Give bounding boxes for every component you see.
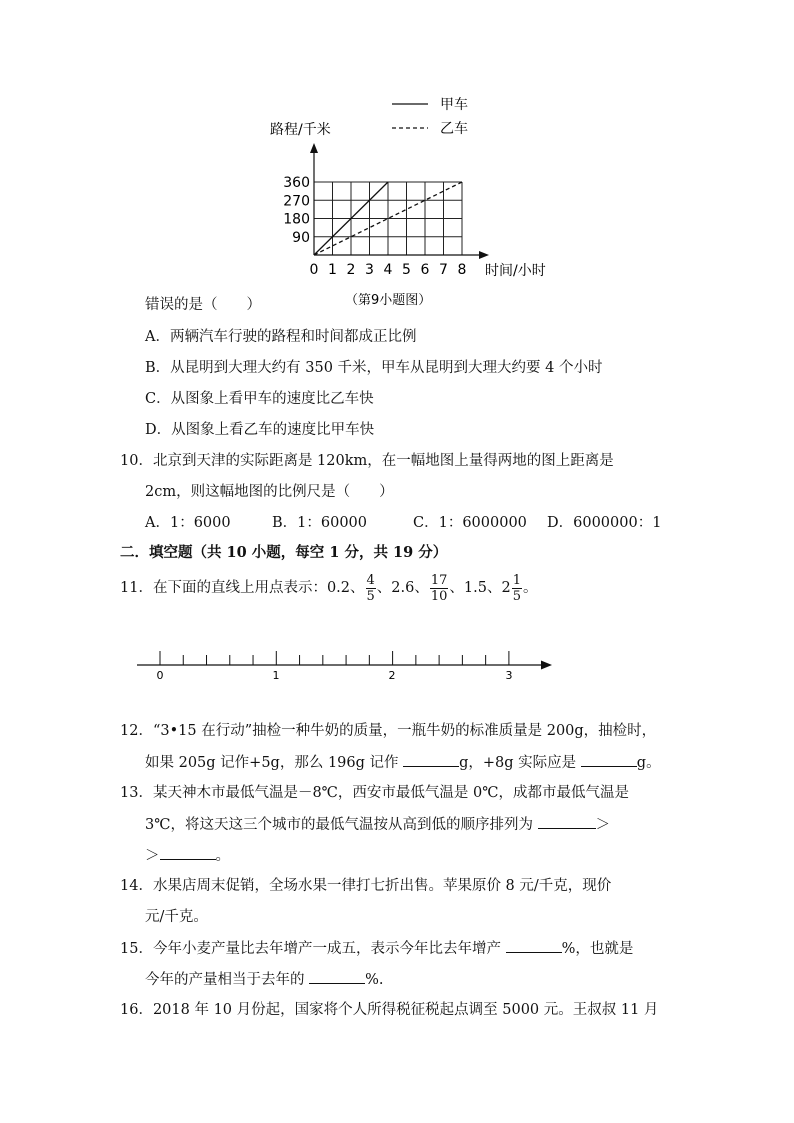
q13-line1: 13．某天神木市最低气温是－8℃，西安市最低气温是 0℃，成都市最低气温是 [120, 785, 629, 801]
q11-end: 。 [522, 580, 538, 596]
fraction-numerator: 4 [366, 572, 375, 588]
q9-option-c: C．从图象上看甲车的速度比乙车快 [145, 391, 374, 407]
fraction-17-10 [430, 573, 449, 604]
q13-gt-sign: ＞ [595, 817, 611, 833]
q11-stem [120, 571, 537, 605]
answer-blank[interactable] [309, 969, 365, 984]
q10-line1: 10．北京到天津的实际距离是 120km，在一幅地图上量得两地的图上距离是 [120, 453, 614, 469]
y-tick-label: 270 [283, 193, 310, 210]
y-tick-label: 360 [283, 175, 310, 191]
answer-blank[interactable] [403, 752, 459, 767]
q12-line1: 12．“3•15 在行动”抽检一种牛奶的质量，一瓶牛奶的标准质量是 200g，抽检时， [120, 723, 657, 739]
x-tick-label: 7 [439, 262, 448, 278]
section-title: 二．填空题（共 10 小题，每空 1 分，共 19 分） [120, 544, 448, 561]
fraction-denominator: 10 [430, 588, 448, 604]
answer-blank[interactable] [160, 845, 216, 860]
q10-option-d: D．6000000：1 [547, 515, 662, 531]
x-tick-label: 0 [309, 262, 319, 278]
y-tick-label: 180 [283, 211, 310, 228]
number-line-ticks [160, 651, 509, 665]
arrow-right-icon [479, 251, 489, 259]
q15-line2 [145, 969, 384, 990]
x-tick-label: 1 [328, 262, 337, 278]
q11-sep2: 、1.5、 [449, 580, 502, 596]
distance-time-chart [0, 0, 794, 320]
q10-option-a: A．1：6000 [145, 515, 231, 531]
chart-ticks [283, 175, 466, 278]
q15-text-d: %. [365, 972, 384, 988]
number-line-label-1: 1 [272, 669, 280, 682]
q13-line3 [145, 845, 230, 866]
chart-legend [392, 97, 468, 137]
x-tick-label: 4 [383, 262, 393, 278]
fraction-denominator: 5 [366, 588, 375, 604]
x-tick-label: 8 [457, 262, 467, 278]
q15-text-a: 15．今年小麦产量比去年增产一成五，表示今年比去年增产 [120, 941, 506, 957]
q9-option-a: A．两辆汽车行驶的路程和时间都成正比例 [145, 329, 417, 345]
q13-text-a: 3℃，将这天这三个城市的最低气温按从高到低的顺序排列为 [145, 817, 538, 833]
fraction-denominator: 5 [512, 588, 521, 604]
answer-blank[interactable] [538, 814, 596, 829]
q9-option-d: D．从图象上看乙车的速度比甲车快 [145, 422, 375, 438]
q14-line1: 14．水果店周末促销，全场水果一律打七折出售。苹果原价 8 元/千克，现价 [120, 878, 612, 894]
q9-option-b: B．从昆明到大理大约有 350 千米，甲车从昆明到大理大约要 4 个小时 [145, 360, 603, 376]
q15-line1 [120, 938, 633, 959]
number-line-label-2: 2 [388, 669, 396, 682]
fraction-4-5 [366, 573, 376, 604]
q13-gt-sign: ＞ [145, 848, 160, 864]
fraction-1-5 [512, 573, 522, 604]
q11-sep1: 、2.6、 [376, 580, 429, 596]
q12-line2 [145, 752, 661, 773]
x-tick-label: 2 [346, 262, 356, 278]
x-tick-label: 3 [365, 262, 374, 278]
q9-stem: 错误的是（ ） [145, 297, 261, 313]
x-tick-label: 6 [420, 262, 430, 278]
q10-option-c: C．1：6000000 [413, 515, 527, 531]
fraction-numerator: 1 [512, 572, 521, 588]
answer-blank[interactable] [506, 938, 562, 953]
number-line-label-0: 0 [156, 669, 164, 682]
number-line-label-3: 3 [505, 669, 513, 682]
q12-text-a: 如果 205g 记作+5g，那么 196g 记作 [145, 755, 404, 771]
q13-line2 [145, 814, 610, 835]
answer-blank[interactable] [581, 752, 637, 767]
y-tick-label: 90 [292, 229, 310, 246]
number-line [0, 640, 794, 690]
arrow-up-icon [310, 143, 318, 153]
legend-label: 甲车 [440, 97, 468, 113]
legend-label: 乙车 [440, 121, 468, 137]
chart-caption: （第9小题图） [345, 293, 432, 308]
q12-text-b: g，+8g 实际应是 [459, 755, 581, 771]
chart-ylabel: 路程/千米 [270, 122, 331, 138]
fraction-numerator: 17 [430, 572, 448, 588]
q12-text-c: g。 [636, 755, 661, 771]
q14-line2: 元/千克。 [145, 909, 208, 925]
q16-line1: 16．2018 年 10 月份起，国家将个人所得税征税起点调至 5000 元。王叔叔 11 月 [120, 1002, 659, 1018]
mixed-number-integer: 2 [501, 580, 511, 596]
arrow-right-icon [541, 661, 552, 670]
q11-prefix: 11．在下面的直线上用点表示：0.2、 [120, 580, 365, 596]
x-tick-label: 5 [402, 262, 411, 278]
q10-line2: 2cm，则这幅地图的比例尺是（ ） [145, 484, 394, 500]
chart-xlabel: 时间/小时 [485, 263, 546, 279]
q15-text-b: %，也就是 [561, 941, 634, 957]
q10-option-b: B．1：60000 [272, 515, 368, 531]
q15-text-c: 今年的产量相当于去年的 [145, 972, 310, 988]
q13-end: 。 [215, 848, 230, 864]
